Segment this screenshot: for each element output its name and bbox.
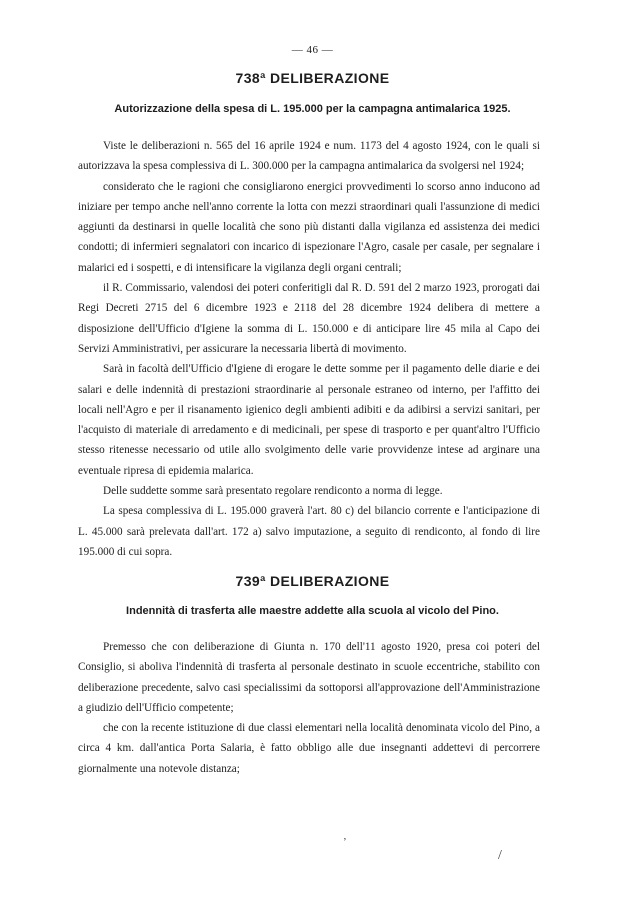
- paragraph: Sarà in facoltà dell'Ufficio d'Igiene di erogare le dette somme per il pagamento delle diarie e dei salari e delle indennità di prestazioni straordinarie al personale estraneo od interno, per l'affitto dei locali nell'Agro e per il risanamento igienico degli ambienti adibiti e da adibirsi a servizi sanitari, per l'acquisto di materiale di arredamento e di medicinali, per spese di trasporto e per quant'altro l'Ufficio stesso ritenesse necessario od utile allo svolgimento delle varie provvidenze intese ad arginare una eventuale ripresa di epidemia malarica.: [78, 363, 540, 477]
- paragraph: Premesso che con deliberazione di Giunta n. 170 dell'11 agosto 1920, presa coi poteri del Consiglio, si aboliva l'indennità di trasferta al personale destinato in scuole eccentriche, stabilito con deliberazione precedente, salvo casi specialissimi da sottoporsi all'approvazione dell'Amministrazione a giudizio dell'Ufficio competente;: [78, 641, 540, 714]
- page-number: — 46 —: [291, 44, 334, 56]
- paragraph: il R. Commissario, valendosi dei poteri conferitigli dal R. D. 591 del 2 marzo 1923, prorogati dai Regi Decreti 2715 del 6 dicembre 1923 e 2118 del 28 dicembre 1924 delibera di mettere a disposizione dell'Ufficio d'Igiene la somma di L. 150.000 e di anticipare lire 45 mila al Capo dei Servizi Amministrativi, per assicurare la necessaria libertà di movimento.: [78, 282, 540, 355]
- paragraph: considerato che le ragioni che consigliarono energici provvedimenti lo scorso anno inducono ad iniziare per tempo anche nell'anno corrente la lotta con mezzi straordinari quali l'assunzione di medici aggiunti da destinarsi in quelle località che sono più distanti dalla vigilanza ed assistenza dei medici condotti; di infermieri segnalatori con incarico di ispezionare l'Agro, casale per casale, per segnalare i malarici ed i sospetti, e di intensificare la vigilanza degli organi centrali;: [78, 180, 540, 274]
- section-body-739: [78, 637, 540, 779]
- section-subheading-739: Indennità di trasferta alle maestre addette alla scuola al vicolo del Pino.: [126, 605, 499, 617]
- scan-mark: /: [498, 848, 502, 863]
- section-heading-739: 739ª DELIBERAZIONE: [235, 573, 390, 589]
- paragraph: Viste le deliberazioni n. 565 del 16 aprile 1924 e num. 1173 del 4 agosto 1924, con le quali si autorizzava la spesa complessiva di L. 300.000 per la campagna antimalarica da svolgersi nel 1924;: [78, 140, 540, 173]
- paragraph: che con la recente istituzione di due classi elementari nella località denominata vicolo del Pino, a circa 4 km. dall'antica Porta Salaria, è fatto obbligo alle due insegnanti addettevi di percorrere giornalmente una notevole distanza;: [78, 722, 540, 775]
- paragraph: La spesa complessiva di L. 195.000 graverà l'art. 80 c) del bilancio corrente e l'anticipazione di L. 45.000 sarà prelevata dall'art. 172 a) salvo imputazione, a seguito di rendiconto, al fondo di lire 195.000 di cui sopra.: [78, 505, 540, 558]
- section-heading-738: 738ª DELIBERAZIONE: [235, 70, 390, 86]
- section-subheading-738: Autorizzazione della spesa di L. 195.000 per la campagna antimalarica 1925.: [114, 103, 511, 115]
- scan-mark: ʼ: [343, 836, 347, 848]
- paragraph: Delle suddette somme sarà presentato regolare rendiconto a norma di legge.: [103, 485, 443, 498]
- section-body-738: [78, 136, 540, 562]
